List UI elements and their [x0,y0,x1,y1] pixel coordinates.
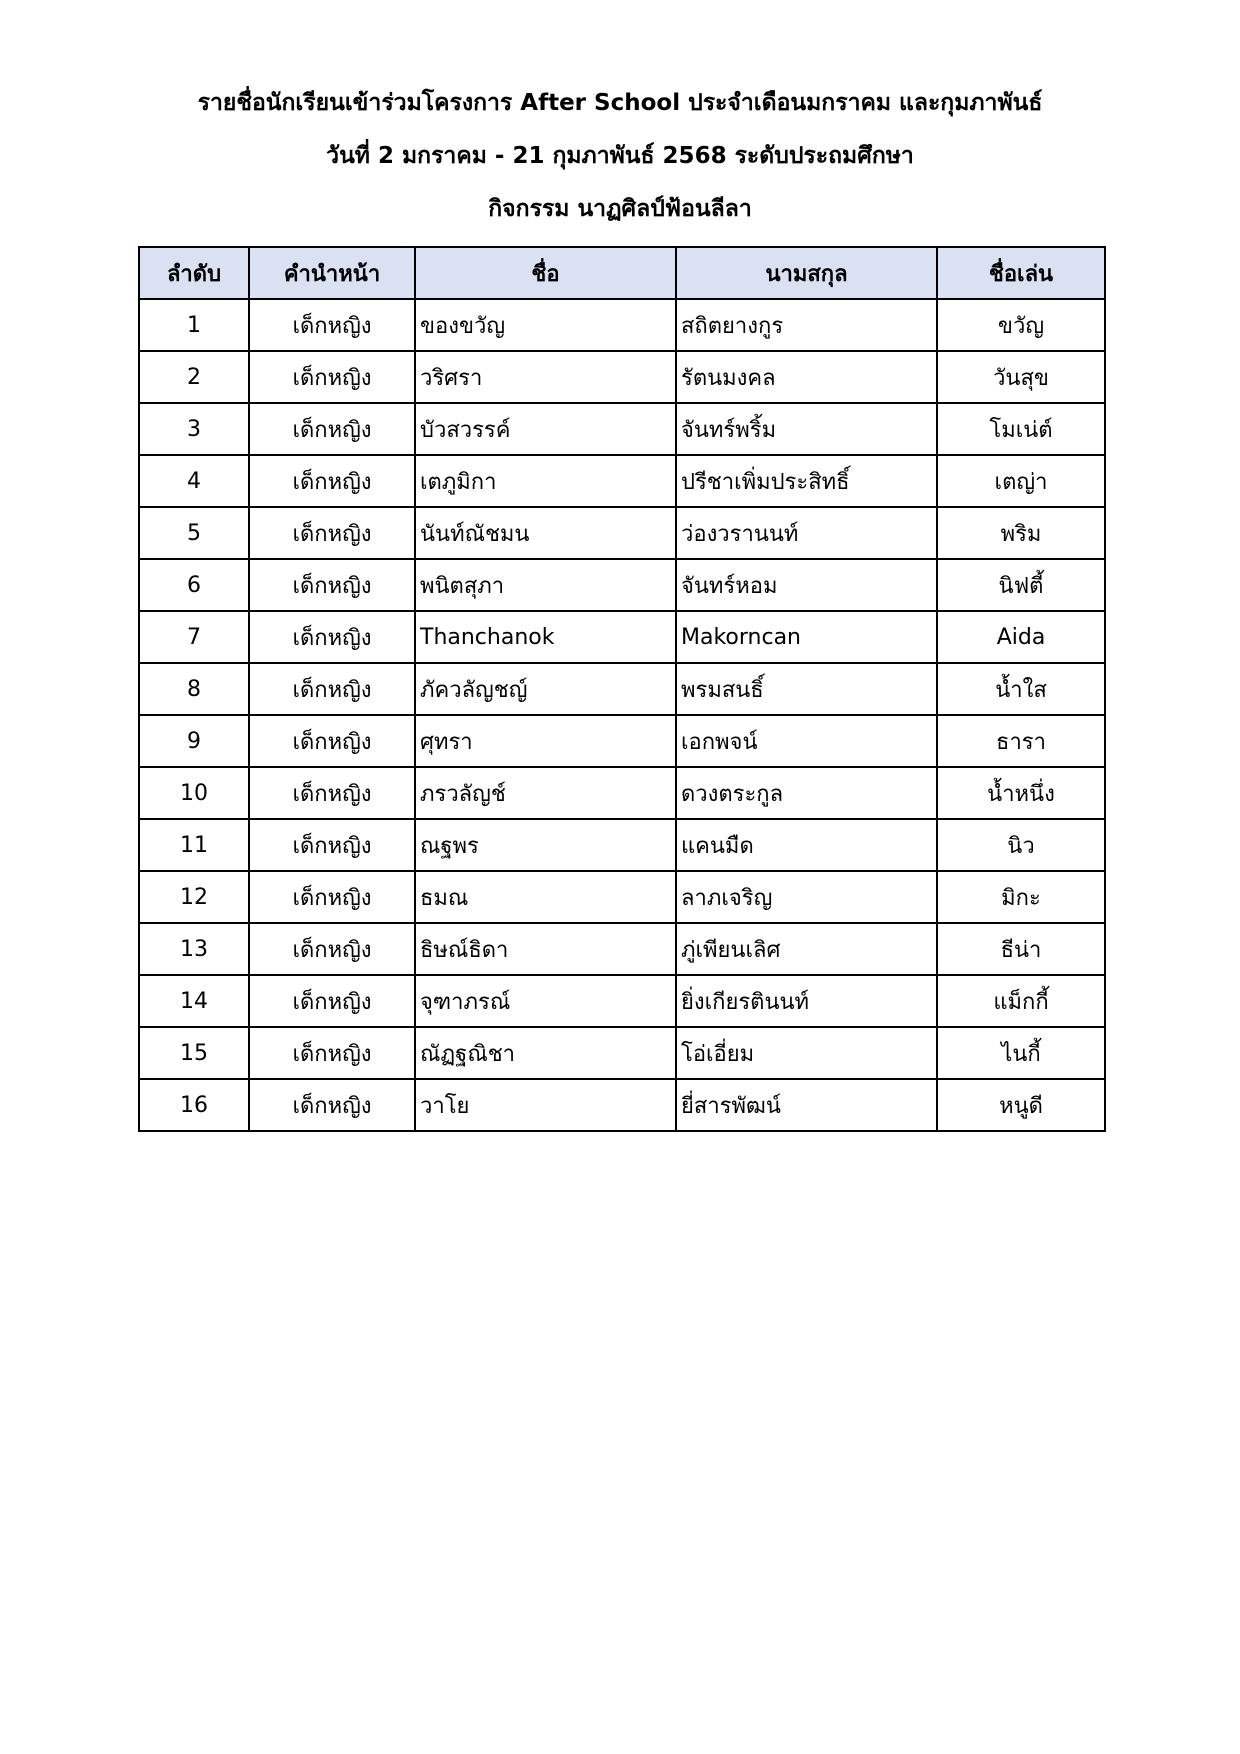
cell-last-name: จันทร์พริ้ม [676,403,937,455]
activity-subtitle: กิจกรรม นาฏศิลป์ฟ้อนลีลา [488,196,752,222]
cell-first-name: ณัฏฐณิชา [415,1027,676,1079]
table-row [139,403,1105,455]
cell-last-name: ภู่เพียนเลิศ [676,923,937,975]
cell-last-name: พรมสนธิ์ [676,663,937,715]
cell-first-name: ภัควลัญชญ์ [415,663,676,715]
table-row [139,923,1105,975]
cell-first-name: ของขวัญ [415,299,676,351]
cell-prefix: เด็กหญิง [249,975,415,1027]
table-row [139,507,1105,559]
cell-nickname: Aida [937,611,1105,663]
cell-prefix: เด็กหญิง [249,1079,415,1131]
cell-prefix: เด็กหญิง [249,507,415,559]
cell-first-name: Thanchanok [415,611,676,663]
cell-number: 3 [139,403,249,455]
cell-prefix: เด็กหญิง [249,559,415,611]
student-roster-table [138,246,1106,1132]
column-header-nickname: ชื่อเล่น [937,247,1105,299]
cell-nickname: แม็กกี้ [937,975,1105,1027]
column-header-prefix: คำนำหน้า [249,247,415,299]
cell-number: 15 [139,1027,249,1079]
table-row [139,1027,1105,1079]
cell-nickname: ขวัญ [937,299,1105,351]
cell-number: 7 [139,611,249,663]
cell-prefix: เด็กหญิง [249,1027,415,1079]
cell-prefix: เด็กหญิง [249,819,415,871]
cell-last-name: จันทร์หอม [676,559,937,611]
cell-first-name: จุฑาภรณ์ [415,975,676,1027]
cell-prefix: เด็กหญิง [249,871,415,923]
document-header [0,88,1240,224]
table-row [139,715,1105,767]
cell-nickname: น้ำใส [937,663,1105,715]
table-row [139,559,1105,611]
table-row [139,351,1105,403]
cell-last-name: Makorncan [676,611,937,663]
date-range-subtitle: วันที่ 2 มกราคม - 21 กุมภาพันธ์ 2568 ระดับประถมศึกษา [326,143,914,169]
table-header-row [139,247,1105,299]
table-row [139,1079,1105,1131]
cell-last-name: ลาภเจริญ [676,871,937,923]
cell-number: 2 [139,351,249,403]
cell-prefix: เด็กหญิง [249,299,415,351]
cell-first-name: ณฐพร [415,819,676,871]
cell-number: 5 [139,507,249,559]
cell-first-name: ธิษณ์ธิดา [415,923,676,975]
cell-prefix: เด็กหญิง [249,715,415,767]
cell-last-name: ยี่สารพัฒน์ [676,1079,937,1131]
cell-nickname: มิกะ [937,871,1105,923]
cell-nickname: วันสุข [937,351,1105,403]
column-header-number: ลำดับ [139,247,249,299]
cell-number: 4 [139,455,249,507]
table-row [139,871,1105,923]
cell-last-name: ปรีชาเพิ่มประสิทธิ์ [676,455,937,507]
cell-prefix: เด็กหญิง [249,351,415,403]
cell-prefix: เด็กหญิง [249,455,415,507]
cell-number: 13 [139,923,249,975]
cell-nickname: ธีน่า [937,923,1105,975]
cell-first-name: ธมณ [415,871,676,923]
table-row [139,611,1105,663]
cell-first-name: เตภูมิกา [415,455,676,507]
cell-nickname: เตญ่า [937,455,1105,507]
cell-number: 14 [139,975,249,1027]
cell-last-name: เอกพจน์ [676,715,937,767]
cell-prefix: เด็กหญิง [249,403,415,455]
table-row [139,663,1105,715]
cell-nickname: ไนกี้ [937,1027,1105,1079]
cell-last-name: แคนมืด [676,819,937,871]
cell-number: 11 [139,819,249,871]
column-header-last-name: นามสกุล [676,247,937,299]
cell-nickname: โมเน่ต์ [937,403,1105,455]
cell-first-name: นันท์ณัชมน [415,507,676,559]
cell-nickname: ธารา [937,715,1105,767]
cell-nickname: หนูดี [937,1079,1105,1131]
column-header-first-name: ชื่อ [415,247,676,299]
cell-last-name: รัตนมงคล [676,351,937,403]
cell-number: 9 [139,715,249,767]
cell-prefix: เด็กหญิง [249,611,415,663]
cell-number: 10 [139,767,249,819]
cell-number: 16 [139,1079,249,1131]
table-row [139,975,1105,1027]
cell-last-name: ดวงตระกูล [676,767,937,819]
cell-prefix: เด็กหญิง [249,663,415,715]
cell-last-name: ว่องวรานนท์ [676,507,937,559]
cell-last-name: โอ่เอี่ยม [676,1027,937,1079]
table-row [139,819,1105,871]
cell-first-name: บัวสวรรค์ [415,403,676,455]
table-row [139,455,1105,507]
table-row [139,767,1105,819]
cell-first-name: วริศรา [415,351,676,403]
cell-first-name: ภรวลัญช์ [415,767,676,819]
cell-last-name: สถิตยางกูร [676,299,937,351]
cell-prefix: เด็กหญิง [249,767,415,819]
cell-prefix: เด็กหญิง [249,923,415,975]
cell-nickname: นิฟตี้ [937,559,1105,611]
cell-number: 12 [139,871,249,923]
cell-nickname: น้ำหนึ่ง [937,767,1105,819]
cell-first-name: ศุทรา [415,715,676,767]
cell-nickname: นิว [937,819,1105,871]
cell-first-name: วาโย [415,1079,676,1131]
cell-number: 1 [139,299,249,351]
document-title: รายชื่อนักเรียนเข้าร่วมโครงการ After School ประจำเดือนมกราคม และกุมภาพันธ์ [197,90,1043,116]
table-row [139,299,1105,351]
cell-first-name: พนิตสุภา [415,559,676,611]
cell-last-name: ยิ่งเกียรตินนท์ [676,975,937,1027]
cell-number: 6 [139,559,249,611]
cell-number: 8 [139,663,249,715]
cell-nickname: พริม [937,507,1105,559]
